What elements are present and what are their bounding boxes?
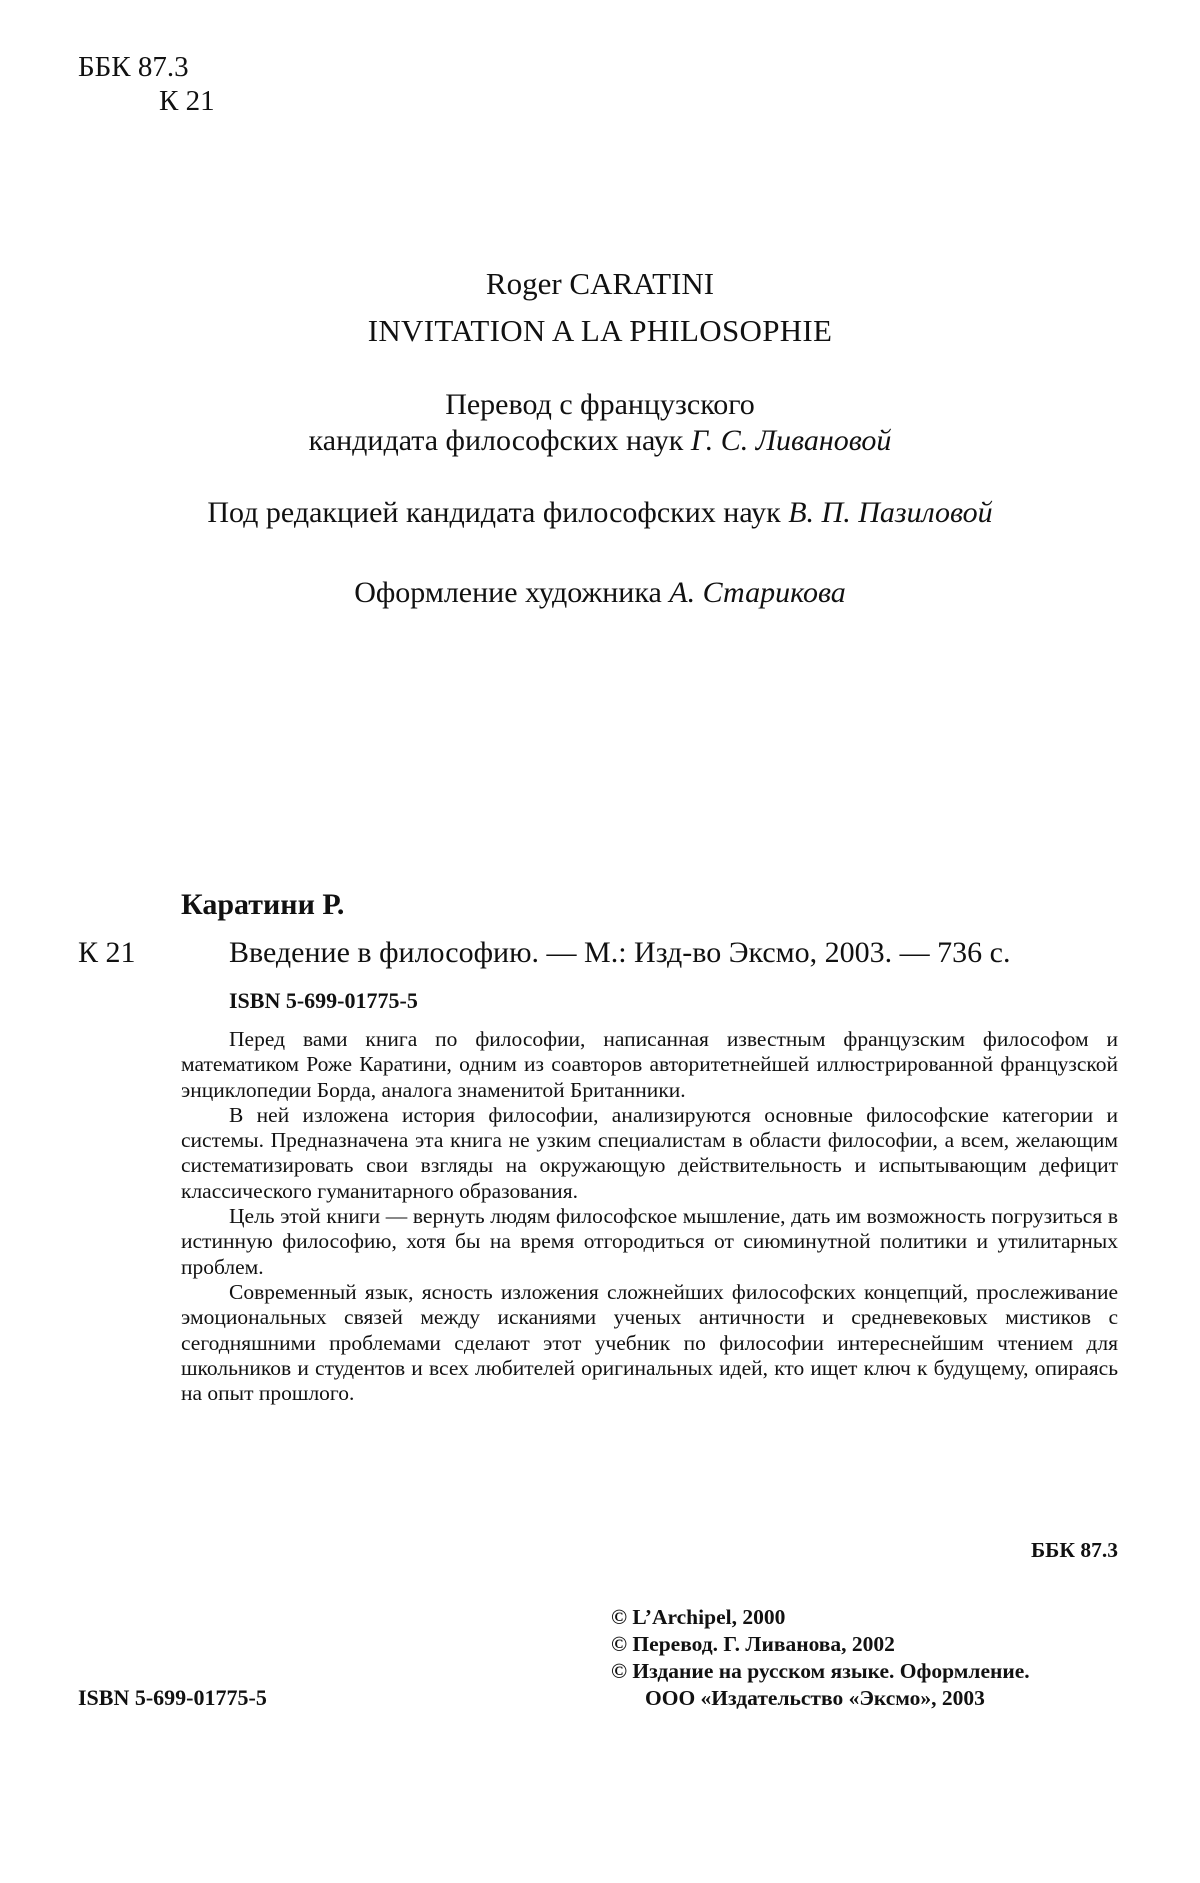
translator-prefix: кандидата философских наук — [308, 424, 691, 457]
original-title: INVITATION A LA PHILOSOPHIE — [367, 313, 833, 348]
bbk-footer-code: ББК 87.3 — [1030, 1538, 1118, 1562]
annotation-paragraph: Цель этой книги — вернуть людям философское мышление, дать им возможность погрузиться в истинную философию, хотя бы на время отгородиться от сиюминутной политики и утилитарных проблем. — [181, 1204, 1118, 1279]
bbk-code: ББК 87.3 — [78, 51, 189, 83]
translation-credit — [0, 387, 1200, 459]
author-mark: К 21 — [159, 85, 215, 117]
design-prefix: Оформление художника — [354, 576, 670, 609]
annotation — [181, 1027, 1118, 1406]
translator-name: Г. С. Ливановой — [690, 424, 892, 457]
designer-name: А. Старикова — [669, 576, 846, 609]
original-author: Roger CARATINI — [485, 266, 715, 301]
catalog-isbn: ISBN 5-699-01775-5 — [229, 988, 418, 1013]
editor-name: В. П. Пазиловой — [788, 496, 993, 529]
copyright-line: © L’Archipel, 2000 — [611, 1605, 786, 1629]
annotation-paragraph: В ней изложена история философии, анализируются основные философские категории и системы. Предназначена эта книга не узким специалистам в области философии, а всем, желающим систематизировать свои взгляды на окружающую действительность и испытывающим дефицит классического гуманитарного образования. — [181, 1102, 1118, 1203]
isbn-footer: ISBN 5-699-01775-5 — [78, 1685, 267, 1710]
editor-credit — [0, 496, 1200, 530]
catalog-code: К 21 — [78, 936, 136, 969]
annotation-paragraph: Перед вами книга по философии, написанная известным французским философом и математиком Роже Каратини, одним из соавторов авторитетнейшей иллюстрированной французской энциклопедии Борда, аналога знаменитой Британники. — [181, 1027, 1118, 1102]
copyright-line: ООО «Издательство «Эксмо», 2003 — [645, 1686, 985, 1710]
bbk-index-block — [78, 50, 215, 118]
catalog-book-line: Введение в философию. — М.: Изд-во Эксмо, 2003. — 736 с. — [229, 936, 1011, 969]
copyright-line: © Издание на русском языке. Оформление. — [611, 1659, 1030, 1683]
design-credit — [0, 576, 1200, 610]
copyright-block — [611, 1604, 1030, 1712]
editor-prefix: Под редакцией кандидата философских наук — [207, 496, 789, 529]
annotation-paragraph: Современный язык, ясность изложения сложнейших философских концепций, прослеживание эмоциональных связей между исканиями ученых античности и средневековых мистиков с сегодняшними проблемами сделают этот учебник по философии интереснейшим чтением для школьников и студентов и всех любителей оригинальных идей, кто ищет ключ к будущему, опираясь на опыт прошлого. — [181, 1279, 1118, 1406]
copyright-line: © Перевод. Г. Ливанова, 2002 — [611, 1632, 895, 1656]
translator-line — [0, 423, 1200, 459]
translation-line: Перевод с французского — [445, 388, 755, 421]
catalog-author: Каратини Р. — [181, 888, 345, 921]
